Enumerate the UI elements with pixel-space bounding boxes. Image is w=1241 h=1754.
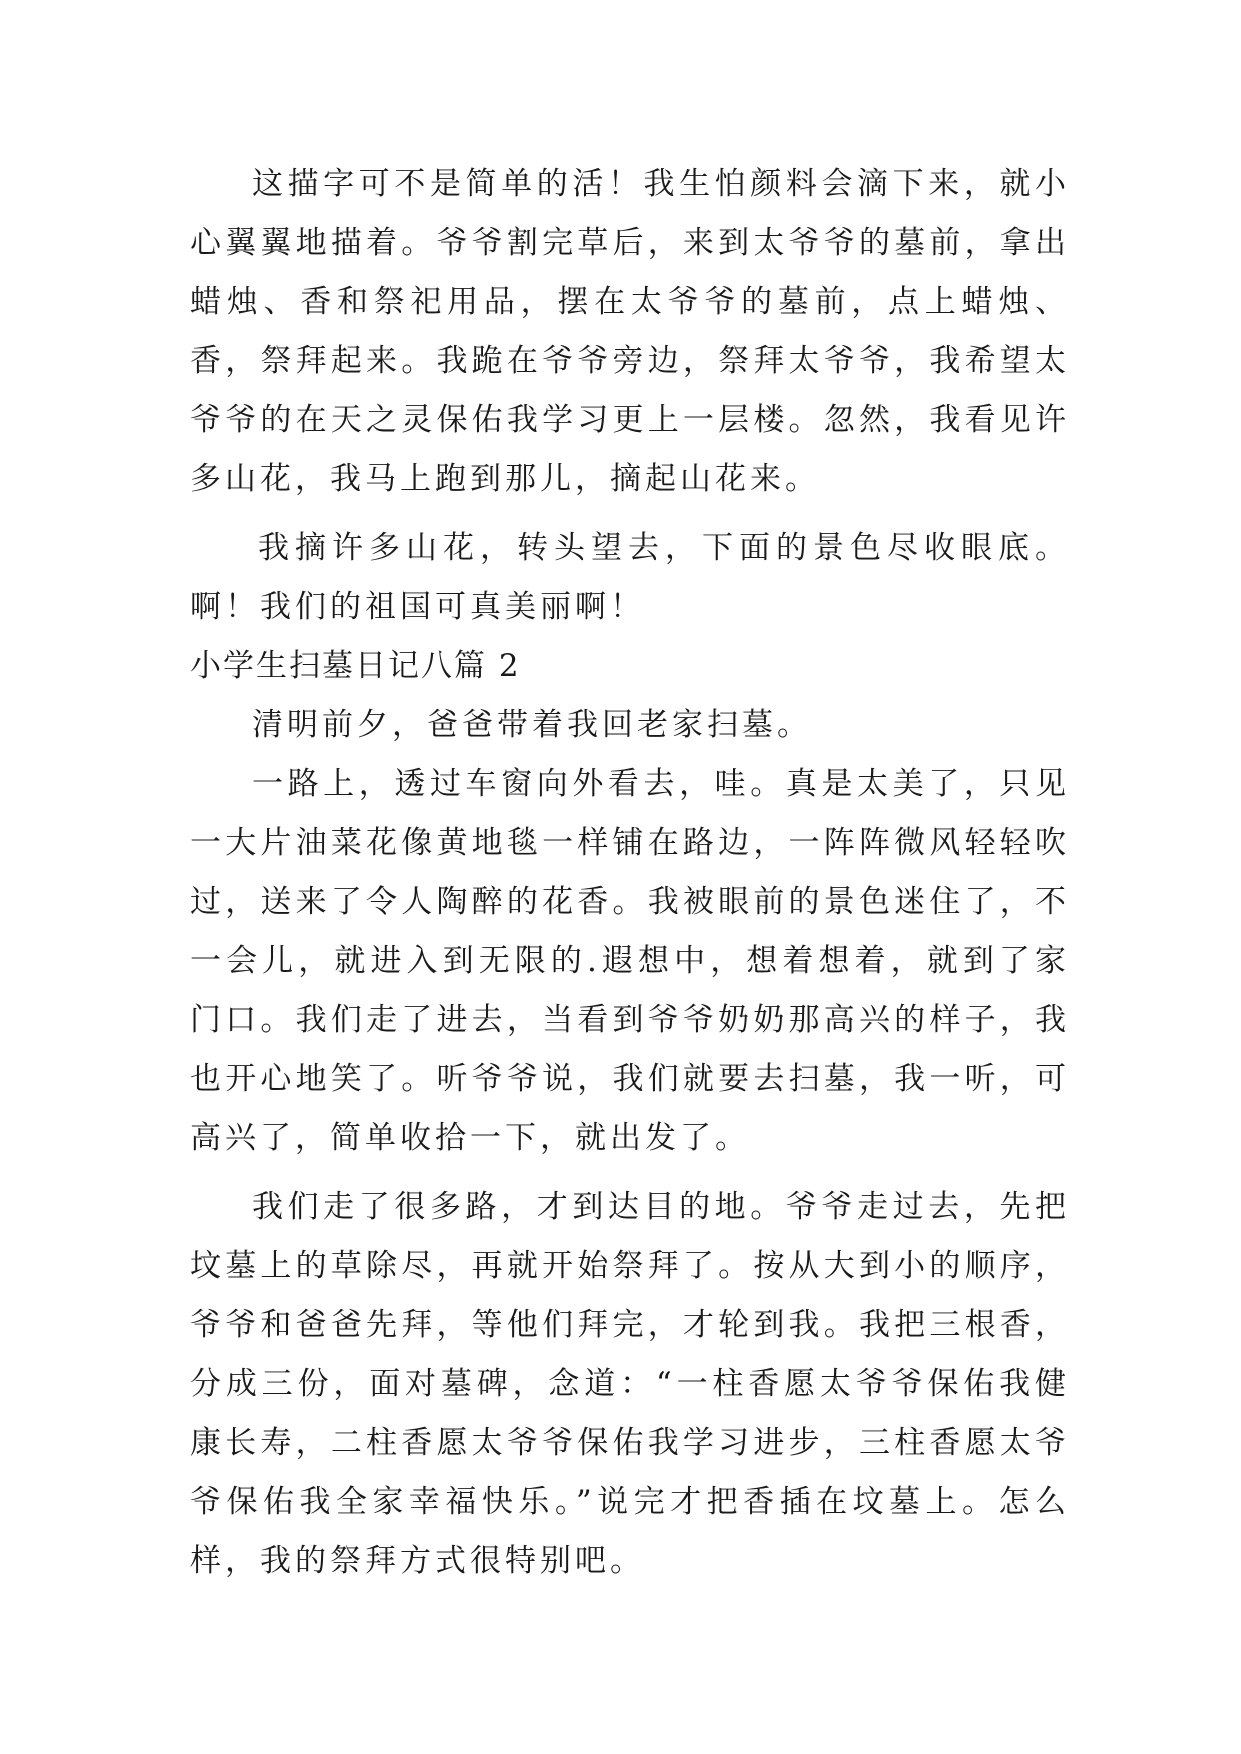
paragraph-1: 这描字可不是简单的活！我生怕颜料会滴下来，就小心翼翼地描着。爷爷割完草后，来到太爷爷的墓前，拿出蜡烛、香和祭祀用品，摆在太爷爷的墓前，点上蜡烛、香，祭拜起来。我跪在爷爷旁边，祭拜太爷爷，我希望太爷爷的在天之灵保佑我学习更上一层楼。忽然，我看见许多山花，我马上跑到那儿，摘起山花来。 (190, 166, 1070, 497)
paragraph-3: 清明前夕，爸爸带着我回老家扫墓。 (252, 707, 812, 743)
paragraph-5: 我们走了很多路，才到达目的地。爷爷走过去，先把坟墓上的草除尽，再就开始祭拜了。按从大到小的顺序，爷爷和爸爸先拜，等他们拜完，才轮到我。我把三根香，分成三份，面对墓碑，念道：“一柱香愿太爷爷保佑我健康长寿，二柱香愿太爷爷保佑我学习进步，三柱香愿太爷爷保佑我全家幸福快乐。”说完才把香插在坟墓上。怎么样，我的祭拜方式很特别吧。 (190, 1189, 1070, 1579)
document-body (190, 155, 1070, 1591)
paragraph-2: 我摘许多山花，转头望去，下面的景色尽收眼底。啊！我们的祖国可真美丽啊！ (190, 530, 1070, 625)
section-title: 小学生扫墓日记八篇 2 (190, 648, 521, 684)
paragraph-spacer (190, 509, 1070, 519)
paragraph-4: 一路上，透过车窗向外看去，哇。真是太美了，只见一大片油菜花像黄地毯一样铺在路边，一阵阵微风轻轻吹过，送来了令人陶醉的花香。我被眼前的景色迷住了，不一会儿，就进入到无限的.遐想中，想着想着，就到了家门口。我们走了进去，当看到爷爷奶奶那高兴的样子，我也开心地笑了。听爷爷说，我们就要去扫墓，我一听，可高兴了，简单收拾一下，就出发了。 (190, 766, 1070, 1156)
paragraph-spacer (190, 1168, 1070, 1178)
